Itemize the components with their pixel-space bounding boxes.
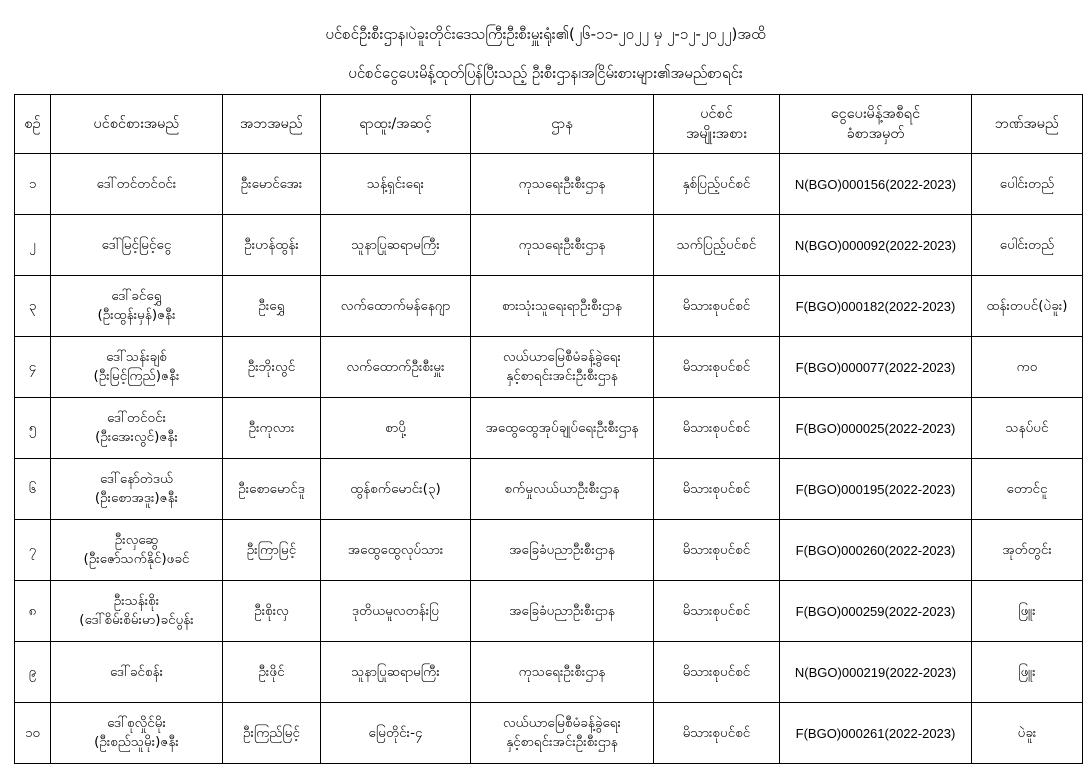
cell-no: ၇ bbox=[15, 520, 51, 581]
cell-code: F(BGO)000260(2022-2023) bbox=[780, 520, 972, 581]
cell-rank: ဒုတိယမူလတန်းပြ bbox=[321, 581, 471, 642]
cell-code: F(BGO)000025(2022-2023) bbox=[780, 398, 972, 459]
cell-code: F(BGO)000077(2022-2023) bbox=[780, 337, 972, 398]
cell-name-line: ဒေါ်ခင်ရွှေ bbox=[111, 288, 162, 304]
cell-father: ဦးစောမောင်ဒူ bbox=[223, 459, 321, 520]
cell-code: F(BGO)000182(2022-2023) bbox=[780, 276, 972, 337]
column-header-text: ခံစာအမှတ် bbox=[846, 126, 905, 142]
cell-name-line: ဒေါ်စုလှိုင်မိုး bbox=[107, 715, 166, 731]
cell-father: ဦးကြည်မြင့် bbox=[223, 703, 321, 764]
cell-bank: ပေါင်းတည် bbox=[972, 154, 1083, 215]
cell-rank: စာပို့ bbox=[321, 398, 471, 459]
cell-dept-line: အခြေခံပညာဦးစီးဌာန bbox=[509, 541, 615, 558]
cell-type: မိသားစုပင်စင် bbox=[654, 459, 780, 520]
column-header-text: ဘဏ်အမည် bbox=[994, 116, 1060, 132]
cell-name bbox=[51, 581, 223, 642]
cell-dept bbox=[471, 459, 654, 520]
cell-dept-line: စားသုံးသူရေးရာဦးစီးဌာန bbox=[502, 297, 622, 314]
cell-type: မိသားစုပင်စင် bbox=[654, 337, 780, 398]
cell-code: F(BGO)000259(2022-2023) bbox=[780, 581, 972, 642]
cell-name bbox=[51, 154, 223, 215]
table-row bbox=[15, 398, 1083, 459]
cell-father: ဦးဘိုးလွင် bbox=[223, 337, 321, 398]
column-header-rank bbox=[321, 95, 471, 154]
cell-rank: လက်ထောက်မန်နေဂျာ bbox=[321, 276, 471, 337]
cell-father: ဦးစိုးလှ bbox=[223, 581, 321, 642]
cell-dept bbox=[471, 154, 654, 215]
cell-rank: သူနာပြုဆရာမကြီး bbox=[321, 215, 471, 276]
cell-name-line: (ဒေါ်စိမ်းစိမ်းမာ)ခင်ပွန်း bbox=[79, 612, 194, 628]
cell-bank: ဖြူး bbox=[972, 642, 1083, 703]
column-header-text: ဌာန bbox=[551, 116, 573, 132]
cell-rank: အထွေထွေလုပ်သား bbox=[321, 520, 471, 581]
cell-name-line: ဒေါ်နော်တဲဒယ် bbox=[99, 471, 174, 487]
cell-bank: ပေါင်းတည် bbox=[972, 215, 1083, 276]
cell-name bbox=[51, 520, 223, 581]
cell-name bbox=[51, 642, 223, 703]
cell-dept-line: စက်မှုလယ်ယာဦးစီးဌာန bbox=[504, 480, 620, 497]
cell-type: မိသားစုပင်စင် bbox=[654, 398, 780, 459]
table-row bbox=[15, 459, 1083, 520]
cell-name bbox=[51, 398, 223, 459]
cell-name-line: (ဦးထွန်းမှန်)ဇနီး bbox=[97, 307, 176, 323]
cell-dept bbox=[471, 215, 654, 276]
cell-rank: မြေတိုင်း-၄ bbox=[321, 703, 471, 764]
cell-dept bbox=[471, 703, 654, 764]
pensioner-table bbox=[14, 94, 1083, 764]
cell-no: ၅ bbox=[15, 398, 51, 459]
cell-name-line: ဦးလှဆွေ bbox=[114, 532, 159, 548]
cell-name-line: ဒေါ်မြင့်မြင့်ငွေ bbox=[101, 236, 172, 253]
column-header-bank bbox=[972, 95, 1083, 154]
cell-dept bbox=[471, 581, 654, 642]
column-header-text: အမျိုးအစား bbox=[686, 126, 747, 142]
cell-dept-line: ကုသရေးဦးစီးဌာန bbox=[518, 236, 606, 253]
cell-code: N(BGO)000156(2022-2023) bbox=[780, 154, 972, 215]
cell-dept-line: နှင့်စာရင်းအင်းဦးစီးဌာန bbox=[506, 368, 618, 384]
table-body bbox=[15, 154, 1083, 764]
cell-name-line: (ဦးစည်သူမိုး)ဇနီး bbox=[94, 734, 179, 750]
cell-dept bbox=[471, 337, 654, 398]
cell-dept-line: လယ်ယာမြေစီမံခန့်ခွဲရေး bbox=[503, 715, 621, 731]
document-subtitle: ပင်စင်ငွေပေးမိန့်ထုတ်ပြန်ပြီးသည့် ဦးစီးဌာန၊အငြိမ်းစားများ၏အမည်စာရင်း bbox=[348, 64, 743, 82]
cell-no: ၉ bbox=[15, 642, 51, 703]
cell-code: F(BGO)000261(2022-2023) bbox=[780, 703, 972, 764]
cell-name-line: ဒေါ်ခင်စန်း bbox=[109, 663, 164, 680]
cell-name-line: ဒေါ်တင်တင်ဝင်း bbox=[96, 175, 177, 192]
cell-dept-line: လယ်ယာမြေစီမံခန့်ခွဲရေး bbox=[503, 349, 621, 365]
cell-type: မိသားစုပင်စင် bbox=[654, 276, 780, 337]
cell-dept-line: အထွေထွေအုပ်ချုပ်ရေးဦးစီးဌာန bbox=[485, 419, 639, 436]
column-header-text: ပင်စင်စားအမည် bbox=[93, 116, 180, 132]
column-header-text: ရာထူး/အဆင့် bbox=[359, 116, 432, 132]
cell-code: F(BGO)000195(2022-2023) bbox=[780, 459, 972, 520]
column-header-father bbox=[223, 95, 321, 154]
cell-name-line: (ဦးမြင့်ကြည်)ဇနီး bbox=[93, 368, 180, 384]
cell-no: ၈ bbox=[15, 581, 51, 642]
cell-dept-line: အခြေခံပညာဦးစီးဌာန bbox=[509, 602, 615, 619]
cell-name bbox=[51, 215, 223, 276]
cell-rank: ထွန်စက်မောင်း(၃) bbox=[321, 459, 471, 520]
cell-no: ၂ bbox=[15, 215, 51, 276]
cell-bank: အုတ်တွင်း bbox=[972, 520, 1083, 581]
cell-father: ဦးဟန်ထွန်း bbox=[223, 215, 321, 276]
table-row bbox=[15, 337, 1083, 398]
column-header-text: အဘအမည် bbox=[240, 116, 303, 132]
table-row bbox=[15, 154, 1083, 215]
cell-dept-line: ကုသရေးဦးစီးဌာန bbox=[518, 663, 606, 680]
cell-name bbox=[51, 337, 223, 398]
column-header-code bbox=[780, 95, 972, 154]
cell-dept bbox=[471, 276, 654, 337]
table-row bbox=[15, 276, 1083, 337]
table-header-row bbox=[15, 95, 1083, 154]
table-row bbox=[15, 642, 1083, 703]
cell-name bbox=[51, 459, 223, 520]
cell-type: မိသားစုပင်စင် bbox=[654, 520, 780, 581]
cell-bank: သနပ်ပင် bbox=[972, 398, 1083, 459]
cell-dept bbox=[471, 520, 654, 581]
cell-dept-line: ကုသရေးဦးစီးဌာန bbox=[518, 175, 606, 192]
cell-rank: လက်ထောက်ဦးစီးမှူး bbox=[321, 337, 471, 398]
cell-type: မိသားစုပင်စင် bbox=[654, 703, 780, 764]
cell-name-line: (ဦးစောအဒူး)ဇနီး bbox=[94, 490, 179, 506]
column-header-text: စဉ် bbox=[24, 116, 41, 132]
cell-father: ဦးမောင်အေး bbox=[223, 154, 321, 215]
cell-no: ၁ bbox=[15, 154, 51, 215]
table-row bbox=[15, 703, 1083, 764]
cell-name-line: ဦးသန်းစိုး bbox=[113, 593, 160, 609]
cell-bank: ပဲခူး bbox=[972, 703, 1083, 764]
cell-code: N(BGO)000219(2022-2023) bbox=[780, 642, 972, 703]
column-header-no bbox=[15, 95, 51, 154]
cell-bank: ထန်းတပင်(ပဲခူး) bbox=[972, 276, 1083, 337]
column-header-text: ငွေပေးမိန့်အစီရင် bbox=[830, 106, 921, 122]
cell-rank: သန့်ရှင်းရေး bbox=[321, 154, 471, 215]
cell-name bbox=[51, 276, 223, 337]
cell-dept bbox=[471, 398, 654, 459]
column-header-name bbox=[51, 95, 223, 154]
cell-type: နှစ်ပြည့်ပင်စင် bbox=[654, 154, 780, 215]
cell-father: ဦးကြာမြင့် bbox=[223, 520, 321, 581]
column-header-dept bbox=[471, 95, 654, 154]
cell-father: ဦးရွှေ bbox=[223, 276, 321, 337]
cell-father: ဦးဖိုင် bbox=[223, 642, 321, 703]
cell-no: ၄ bbox=[15, 337, 51, 398]
cell-bank: ဖြူး bbox=[972, 581, 1083, 642]
column-header-text: ပင်စင် bbox=[700, 106, 733, 122]
cell-dept-line: နှင့်စာရင်းအင်းဦးစီးဌာန bbox=[506, 734, 618, 750]
table-row bbox=[15, 520, 1083, 581]
cell-no: ၁၀ bbox=[15, 703, 51, 764]
cell-type: သက်ပြည့်ပင်စင် bbox=[654, 215, 780, 276]
cell-dept bbox=[471, 642, 654, 703]
cell-name-line: ဒေါ်တင်ဝင်း bbox=[106, 410, 167, 426]
column-header-type bbox=[654, 95, 780, 154]
cell-bank: ကဝ bbox=[972, 337, 1083, 398]
cell-name-line: (ဦးဇော်သက်နိုင်)ဖခင် bbox=[83, 551, 190, 567]
table-row bbox=[15, 581, 1083, 642]
cell-bank: တောင်ငူ bbox=[972, 459, 1083, 520]
cell-name-line: (ဦးအေးလွင်)ဇနီး bbox=[95, 429, 178, 445]
cell-type: မိသားစုပင်စင် bbox=[654, 581, 780, 642]
cell-rank: သူနာပြုဆရာမကြီး bbox=[321, 642, 471, 703]
cell-no: ၃ bbox=[15, 276, 51, 337]
document-title: ပင်စင်ဦးစီးဌာန၊ပဲခူးတိုင်းဒေသကြီးဦးစီးမှူးရုံး၏(၂၆-၁၁-၂၀၂၂ မှ ၂-၁၂-၂၀၂၂)အထိ bbox=[325, 25, 766, 43]
cell-name-line: ဒေါ်သန်းချစ် bbox=[106, 349, 167, 365]
cell-father: ဦးကုလား bbox=[223, 398, 321, 459]
cell-no: ၆ bbox=[15, 459, 51, 520]
cell-code: N(BGO)000092(2022-2023) bbox=[780, 215, 972, 276]
cell-type: မိသားစုပင်စင် bbox=[654, 642, 780, 703]
table-row bbox=[15, 215, 1083, 276]
cell-name bbox=[51, 703, 223, 764]
